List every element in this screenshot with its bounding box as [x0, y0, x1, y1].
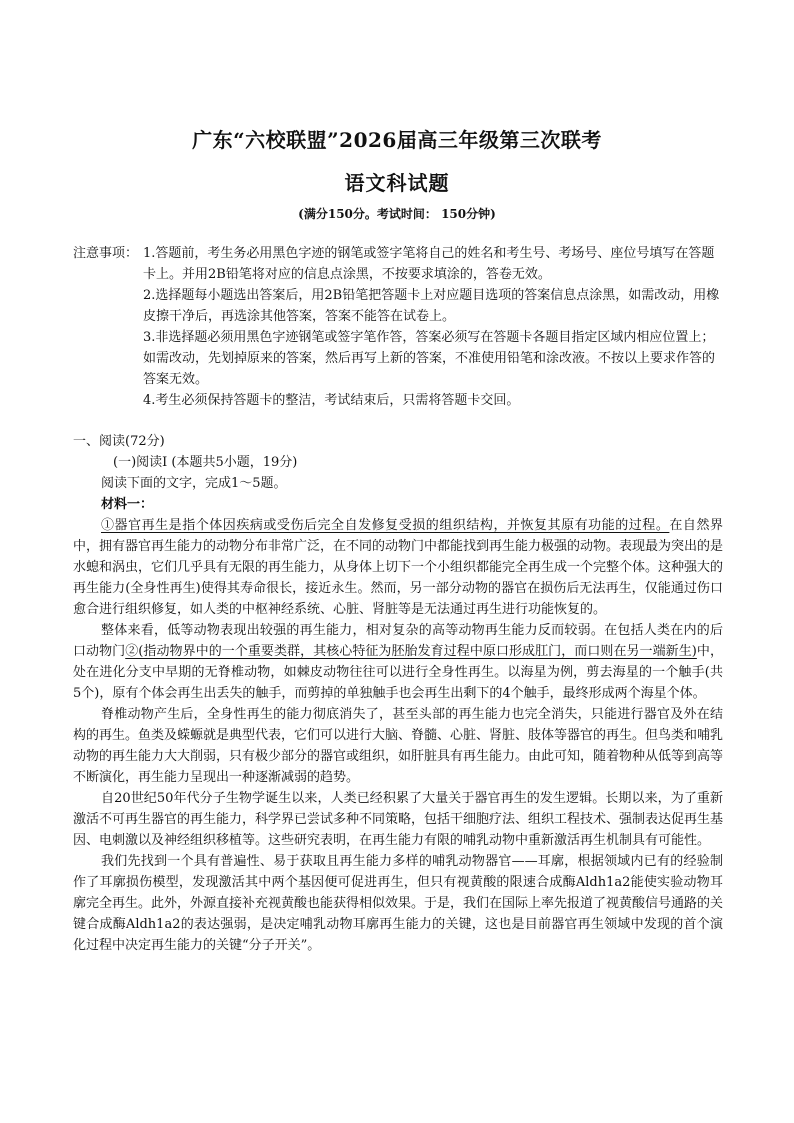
paragraph-text: 在自然界中，拥有器官再生能力的动物分布非常广泛，在不同的动物门中都能找到再生能力极强的动物。表现最为突出的是水螅和涡虫，它们几乎具有无限的再生能力，从身体上切下一个小组织都能完全再生成一个完整个体。这种强大的再生能力(全身性再生)使得其寿命很长，接近永生。然而，另一部分动物的器官在损伤后无法再生，仅能通过伤口愈合进行组织修复，如人类的中枢神经系统、心脏、肾脏等是无法通过再生进行功能恢复的。	[73, 518, 724, 617]
subsection-heading: (一)阅读Ⅰ (本题共5小题，19分)	[113, 455, 298, 470]
paragraph-5: 我们先找到一个具有普遍性、易于获取且再生能力多样的哺乳动物器官——耳廓，根据领域内已有的经验制作了耳廓损伤模型，发现激活其中两个基因便可促进再生，但只有视黄酸的限速合成酶Aldh1a2能使实验动物耳廓完全再生。此外，外源直接补充视黄酸也能获得相似效果。于是，我们在国际上率先报道了视黄酸信号通路的关键合成酶Aldh1a2的表达强弱，是决定哺乳动物耳廓再生能力的关键，这也是目前器官再生领域中发现的首个演化过程中决定再生能力的关键“分子开关”。	[73, 854, 724, 953]
paragraph-text: 中，处在进化分支中早期的无脊椎动物，如棘皮动物往往可以进行全身性再生。以海星为例，剪去海星的一个触手(共5个)，原有个体会再生出丢失的触手，而剪掉的单独触手也会再生出剩下的4个触手，最终形成两个海星个体。	[73, 644, 723, 701]
notice-item: 2.选择题每小题选出答案后，用2B铅笔把答题卡上对应题目选项的答案信息点涂黑，如需改动，用橡皮擦干净后，再选涂其他答案，答案不能答在试卷上。	[143, 288, 720, 324]
underlined-note-2: ②(指动物界中的一个重要类群，其核心特征为胚胎发育过程中原口形成肛门，而口则在另一端新生)	[125, 644, 697, 659]
paragraph-1	[73, 515, 723, 620]
reading-section	[73, 431, 723, 956]
notice-item: 1.答题前，考生务必用黑色字迹的钢笔或签字笔将自己的姓名和考生号、考场号、座位号填写在答题卡上。并用2B铅笔将对应的信息点涂黑，不按要求填涂的，答卷无效。	[143, 246, 715, 282]
paragraph-text: 整体来看，低等动物表现出较强的再生能力，相对复杂的高等动物再生能力反而较弱。在包括人类在内的后口动物门	[73, 623, 723, 659]
exam-title: 广东“六校联盟”2026届高三年级第三次联考	[192, 128, 602, 152]
section-heading: 一、阅读(72分)	[73, 434, 165, 449]
paragraph-3: 脊椎动物产生后，全身性再生的能力彻底消失了，甚至头部的再生能力也完全消失，只能进行器官及外在结构的再生。鱼类及蝾螈就是典型代表，它们可以进行大脑、脊髓、心脏、肾脏、肢体等器官的再生。但鸟类和哺乳动物的再生能力大大削弱，只有极少部分的器官或组织，如肝脏具有再生能力。由此可知，随着物种从低等到高等不断演化，再生能力呈现出一种逐渐减弱的趋势。	[73, 707, 724, 785]
paragraph-4: 自20世纪50年代分子生物学诞生以来，人类已经积累了大量关于器官再生的发生逻辑。长期以来，为了重新激活不可再生器官的再生能力，科学界已尝试多种不同策略，包括干细胞疗法、组织工程技术、强制表达促再生基因、电刺激以及神经组织移植等。这些研究表明，在再生能力有限的哺乳动物中重新激活再生机制具有可能性。	[73, 791, 724, 848]
paragraph-2	[73, 620, 723, 704]
notice-label: 注意事项：	[73, 246, 139, 261]
underlined-sentence-1: ①器官再生是指个体因疾病或受伤后完全自发修复受损的组织结构，并恢复其原有功能的过程。	[101, 518, 670, 533]
subject-title: 语文科试题	[344, 171, 450, 195]
score-time-line: (满分150分。考试时间： 150分钟)	[298, 207, 496, 221]
notice-item: 3.非选择题必须用黑色字迹钢笔或签字笔作答，答案必须写在答题卡各题目指定区域内相应位置上；如需改动，先划掉原来的答案，然后再写上新的答案，不准使用铅笔和涂改液。不按以上要求作答的答案无效。	[143, 330, 716, 387]
notice-item: 4.考生必须保持答题卡的整洁，考试结束后，只需将答题卡交回。	[143, 393, 520, 408]
reading-instruction: 阅读下面的文字，完成1～5题。	[101, 476, 287, 491]
notice-list	[143, 243, 723, 411]
material-label: 材料一：	[101, 497, 154, 512]
